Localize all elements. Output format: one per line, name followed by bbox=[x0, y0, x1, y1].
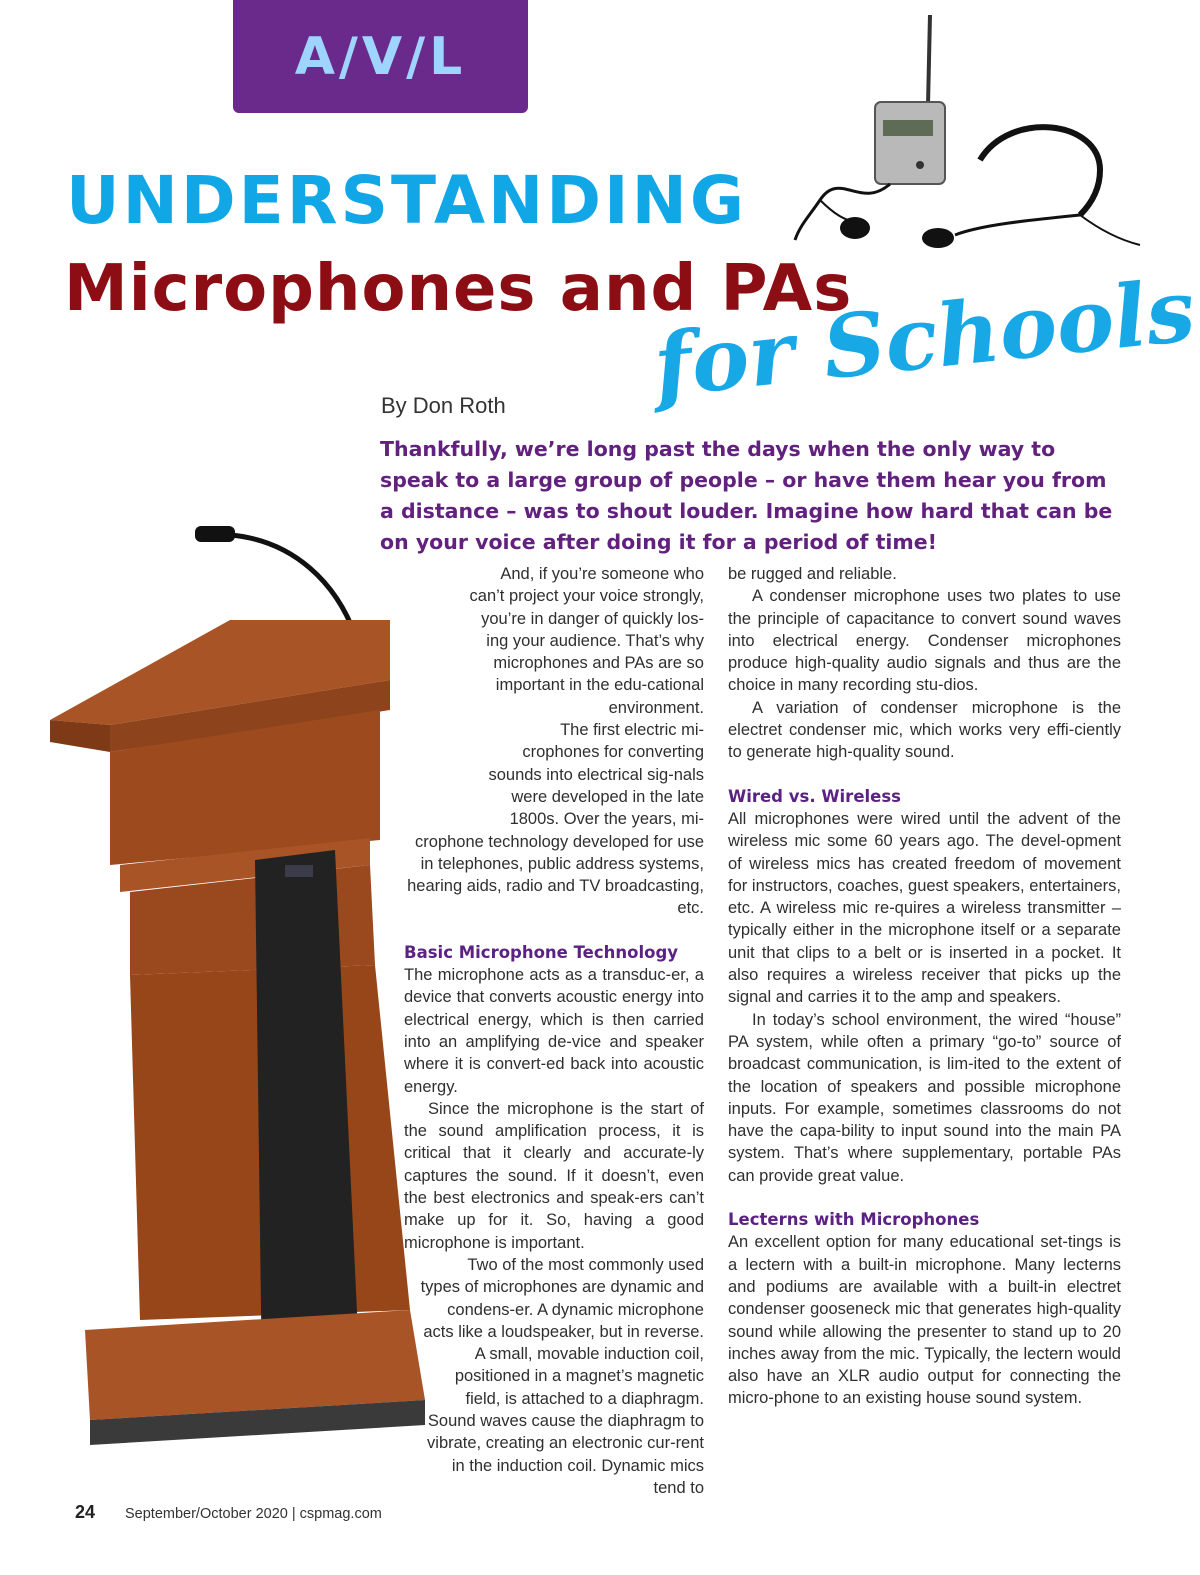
col1-paragraph-1: And, if you’re someone who can’t project your voice strongly, you’re in danger of quickly los-ing your audience. That’s why microphones and PAs are so important in the edu-cational environment. bbox=[469, 565, 704, 717]
section-tab bbox=[233, 0, 528, 113]
headline-tail: for Schools bbox=[649, 259, 1200, 417]
col1-heading-basic-microphone-technology: Basic Microphone Technology bbox=[404, 942, 679, 962]
headline-kicker: UNDERSTANDING bbox=[66, 162, 748, 239]
col2-heading-lecterns-with-microphones: Lecterns with Microphones bbox=[728, 1210, 980, 1230]
headline-main: Microphones and PAs bbox=[64, 252, 853, 326]
col1-paragraph-4: Since the microphone is the start of the sound amplification process, it is critical that it clearly and accurate-ly captures the sound. If it doesn’t, even the best electronics and speak-ers can’t make up for it. So, having a good microphone is important. bbox=[404, 1099, 704, 1252]
section-tab-label: A/V/L bbox=[294, 26, 467, 87]
byline: By Don Roth bbox=[381, 393, 506, 418]
col2-paragraph-2: A condenser microphone uses two plates to use the principle of capacitance to convert sound waves into electrical energy. Condenser microphones produce high-quality audio signals and thus are the choice in many recording stu-dios. bbox=[728, 587, 1121, 695]
wireless-mic-kit-image bbox=[780, 10, 1160, 260]
col1-paragraph-5: Two of the most commonly used types of microphones are dynamic and condens-er. A dynamic microphone acts like a loudspeaker, but in reverse. A small, movable induction coil, positioned in a magnet’s magnetic field, is attached to a diaphragm. Sound waves cause the diaphragm to vibrate, creating an electronic cur-rent in the induction coil. Dynamic mics tend to bbox=[420, 1255, 704, 1497]
col1-paragraph-2: The first electric mi-crophones for converting sounds into electrical sig-nals were developed in the late 1800s. Over the years, mi-crophone technology developed for use in telephones, public address systems, hearing aids, radio and TV broadcasting, etc. bbox=[407, 721, 704, 918]
col2-paragraph-4: All microphones were wired until the advent of the wireless mic some 60 years ago. The devel-opment of wireless mics has created freedom of movement for instructors, coaches, guest speakers, entertainers, etc. A wireless mic re-quires a wireless transmitter – typically either in the microphone itself or a separate unit that clips to a belt or is inserted in a pocket. It also requires a wireless receiver that picks up the signal and carries it to the amp and speakers. bbox=[728, 809, 1121, 1007]
col1-paragraph-3: The microphone acts as a transduc-er, a device that converts acoustic energy into electrical energy, which is then carried into an amplifying de-vice and speaker where it is convert-ed back into acoustic energy. bbox=[404, 966, 704, 1096]
col2-paragraph-6: An excellent option for many educational set-tings is a lectern with a built-in microphone. Many lecterns and podiums are available with a built-in electret condenser gooseneck mic that generates high-quality sound while allowing the presenter to stand up to 20 inches away from the mic. Typically, the lectern would also have an XLR audio output for connecting the micro-phone to an existing house sound system. bbox=[728, 1233, 1121, 1408]
col2-paragraph-5: In today’s school environment, the wired “house” PA system, while often a primary “go-to” source of broadcast communication, is lim-ited to the extent of the location of speakers and possible microphone inputs. For example, sometimes classrooms do not have the capa-bility to input sound into the main PA system. That’s where supplementary, portable PAs can provide great value. bbox=[728, 1010, 1121, 1185]
col2-paragraph-3: A variation of condenser microphone is the electret condenser mic, which works very effi-ciently to generate high-quality sound. bbox=[728, 698, 1121, 762]
page-number: 24 bbox=[75, 1502, 96, 1522]
body-column-1 bbox=[404, 563, 704, 1499]
col2-heading-wired-vs-wireless: Wired vs. Wireless bbox=[728, 786, 902, 806]
col2-paragraph-1: be rugged and reliable. bbox=[728, 565, 897, 583]
lectern-image bbox=[30, 520, 450, 1520]
lede-paragraph: Thankfully, we’re long past the days when the only way to speak to a large group of people – or have them hear you from a distance – was to shout louder. Imagine how hard that can be on your voice after doing it for a period of time! bbox=[380, 437, 1113, 554]
body-column-2 bbox=[728, 563, 1121, 1410]
issue-line: September/October 2020 | cspmag.com bbox=[125, 1506, 382, 1522]
